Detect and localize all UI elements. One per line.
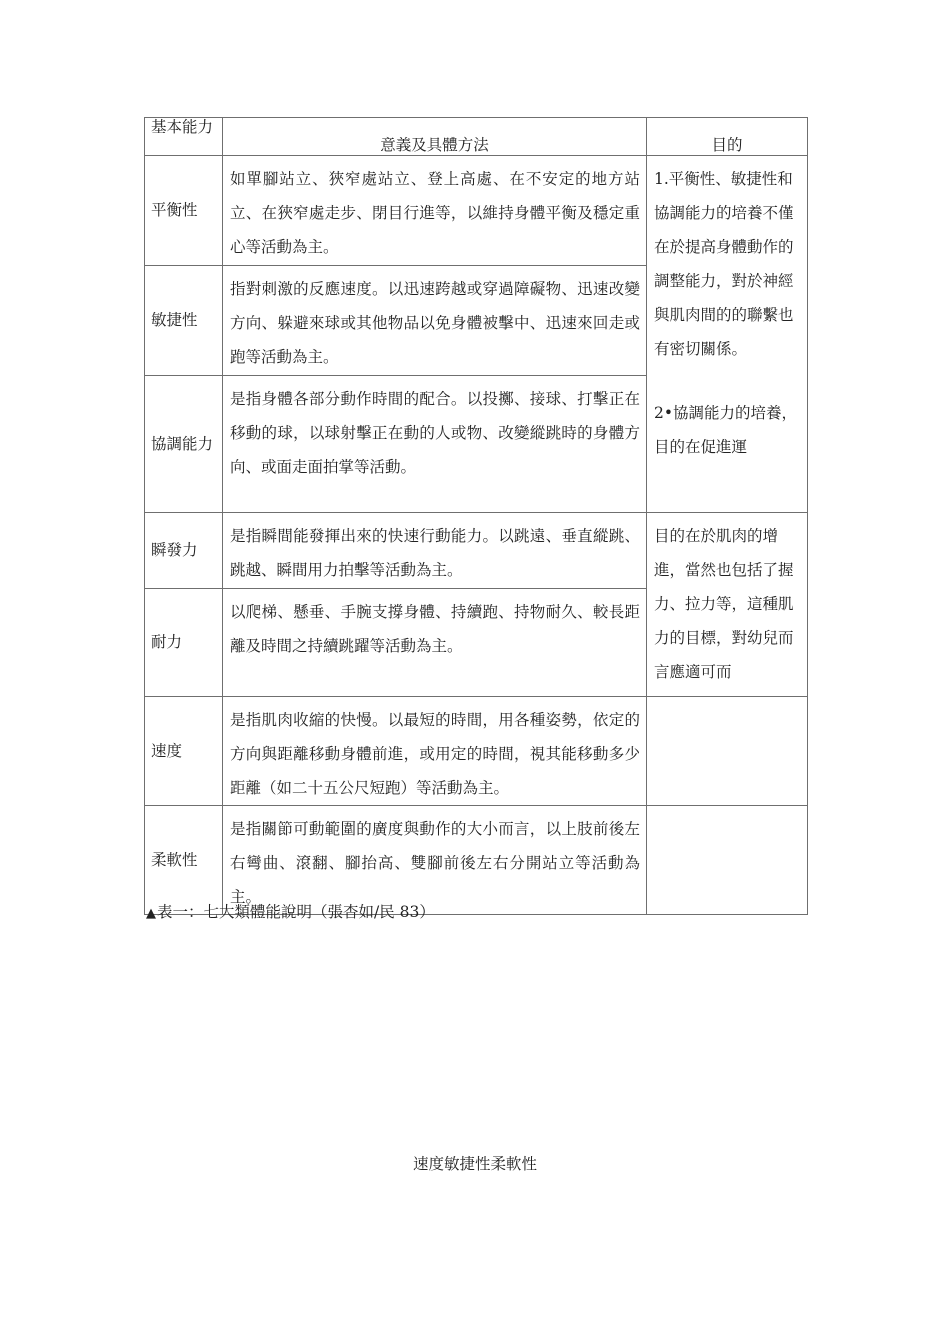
ability-description: 是指肌肉收縮的快慢。以最短的時間，用各種姿勢，依定的方向與距離移動身體前進，或用定的時間，視其能移動多少距離（如二十五公尺短跑）等活動為主。: [223, 697, 647, 806]
purpose-cell-empty: [647, 697, 808, 806]
ability-name: 協調能力: [145, 376, 223, 513]
header-meaning-method: 意義及具體方法: [223, 118, 647, 156]
ability-description: 是指關節可動範圍的廣度與動作的大小而言，以上肢前後左右彎曲、滾翻、腳抬高、雙腳前後左右分開站立等活動為主。: [223, 806, 647, 915]
ability-description: 如單腳站立、狹窄處站立、登上高處、在不安定的地方站立、在狹窄處走步、閉目行進等，以維持身體平衡及穩定重心等活動為主。: [223, 156, 647, 266]
footer-text: 速度敏捷性柔軟性: [412, 1155, 537, 1173]
ability-name: 速度: [145, 697, 223, 806]
ability-description: 以爬梯、懸垂、手腕支撐身體、持續跑、持物耐久、較長距離及時間之持續跳躍等活動為主。: [223, 589, 647, 697]
table-row: [145, 697, 808, 806]
ability-name: 平衡性: [145, 156, 223, 266]
table-header-row: [145, 118, 808, 156]
table-row: [145, 513, 808, 589]
purpose-cell: 目的在於肌肉的增進，當然也包括了握力、拉力等，這種肌力的目標，對幼兒而言應適可而: [647, 513, 808, 697]
ability-description: 是指瞬間能發揮出來的快速行動能力。以跳遠、垂直縱跳、跳越、瞬間用力拍擊等活動為主。: [223, 513, 647, 589]
ability-name: 瞬發力: [145, 513, 223, 589]
purpose-cell-empty: [647, 806, 808, 915]
header-purpose: 目的: [647, 118, 808, 156]
ability-description: 指對刺激的反應速度。以迅速跨越或穿過障礙物、迅速改變方向、躲避來球或其他物品以免身體被擊中、迅速來回走或跑等活動為主。: [223, 266, 647, 376]
purpose-text: 1.平衡性、敏捷性和協調能力的培養不僅在於提高身體動作的調整能力，對於神經與肌肉間的的聯繫也有密切關係。: [654, 170, 794, 358]
fitness-table: [144, 117, 808, 915]
caption-text: 表一：七大類體能說明（張杏如/民 83）: [157, 903, 435, 921]
purpose-cell: [647, 156, 808, 513]
triangle-marker-icon: ▲: [146, 906, 156, 921]
ability-description: 是指身體各部分動作時間的配合。以投擲、接球、打擊正在移動的球，以球射擊正在動的人或物、改變縱跳時的身體方向、或面走面拍掌等活動。: [223, 376, 647, 513]
header-basic-ability: 基本能力: [145, 118, 223, 156]
table-row: [145, 806, 808, 915]
ability-name: 耐力: [145, 589, 223, 697]
purpose-text: 2•協調能力的培養，目的在促進運: [654, 404, 798, 456]
ability-name: 柔軟性: [145, 806, 223, 915]
ability-name: 敏捷性: [145, 266, 223, 376]
table-row: [145, 156, 808, 266]
table-caption: [146, 902, 435, 924]
